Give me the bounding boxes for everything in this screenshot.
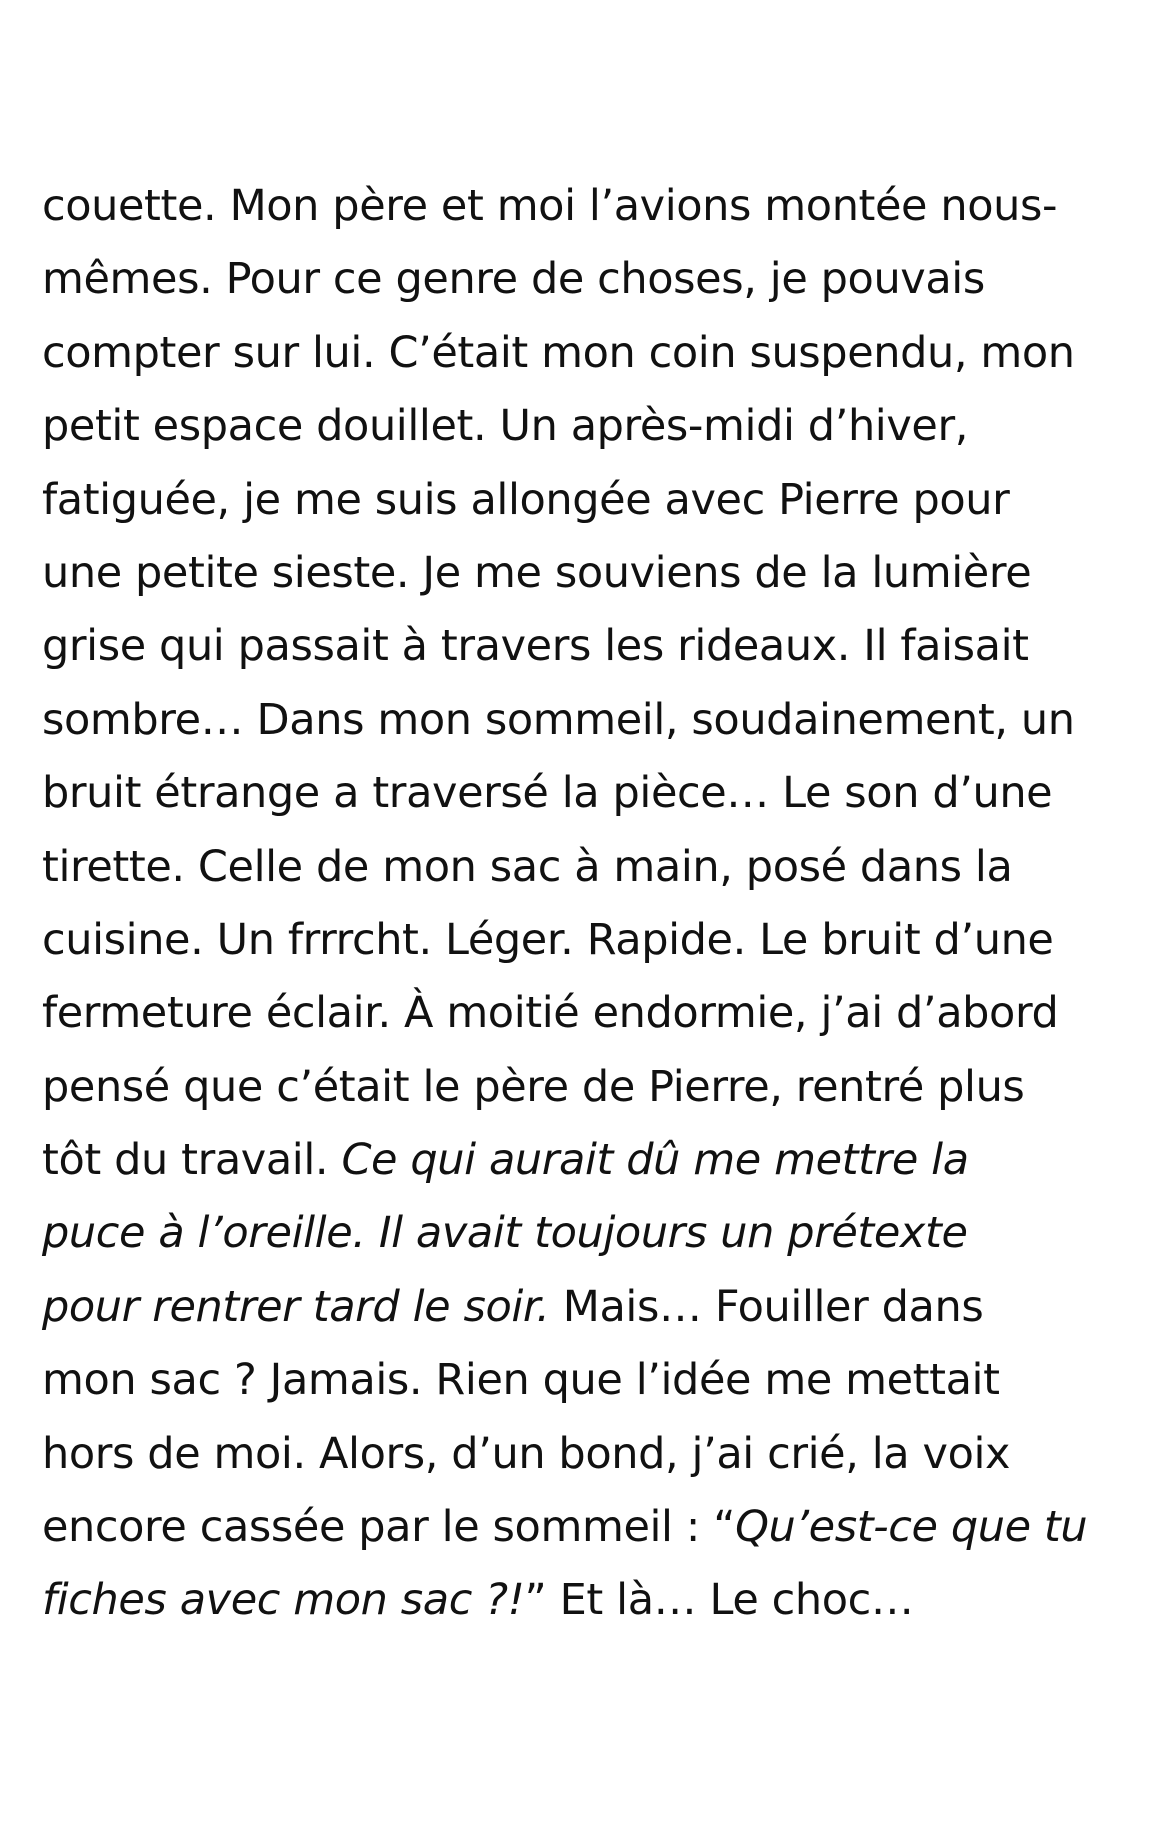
text-segment: sombre… Dans mon sommeil, soudainement, un bbox=[42, 694, 1075, 745]
italic-text-segment: fiches avec mon sac ?! bbox=[42, 1575, 525, 1626]
text-line bbox=[42, 831, 1132, 904]
text-line bbox=[42, 904, 1132, 977]
text-line bbox=[42, 464, 1132, 537]
text-segment: tirette. Celle de mon sac à main, posé dans la bbox=[42, 841, 1013, 892]
italic-text-segment: pour rentrer tard le soir. bbox=[42, 1281, 550, 1332]
text-segment: bruit étrange a traversé la pièce… Le son d’une bbox=[42, 768, 1053, 819]
text-segment: une petite sieste. Je me souviens de la lumière bbox=[42, 547, 1032, 598]
text-segment: mêmes. Pour ce genre de choses, je pouvais bbox=[42, 254, 985, 305]
text-line bbox=[42, 977, 1132, 1050]
text-segment: cuisine. Un frrrcht. Léger. Rapide. Le bruit d’une bbox=[42, 914, 1054, 965]
body-text bbox=[42, 170, 1132, 1638]
text-segment: mon sac ? Jamais. Rien que l’idée me mettait bbox=[42, 1355, 1000, 1406]
text-segment: fatiguée, je me suis allongée avec Pierre pour bbox=[42, 474, 1010, 525]
italic-text-segment: Qu’est-ce que tu bbox=[735, 1502, 1088, 1553]
text-segment: tôt du travail. bbox=[42, 1135, 342, 1186]
text-line bbox=[42, 684, 1132, 757]
italic-text-segment: puce à l’oreille. Il avait toujours un prétexte bbox=[42, 1208, 968, 1259]
text-segment: couette. Mon père et moi l’avions montée nous- bbox=[42, 181, 1058, 231]
text-line bbox=[42, 610, 1132, 683]
italic-text-segment: Ce qui aurait dû me mettre la bbox=[341, 1135, 969, 1186]
text-line bbox=[42, 390, 1132, 463]
text-line bbox=[42, 1564, 1132, 1637]
text-segment: pensé que c’était le père de Pierre, rentré plus bbox=[42, 1061, 1025, 1112]
text-line bbox=[42, 1491, 1132, 1564]
text-segment: encore cassée par le sommeil : “ bbox=[42, 1502, 736, 1553]
text-line bbox=[42, 537, 1132, 610]
text-segment: grise qui passait à travers les rideaux. Il faisait bbox=[42, 621, 1029, 672]
text-line bbox=[42, 1197, 1132, 1270]
text-segment: petit espace douillet. Un après-midi d’hiver, bbox=[42, 401, 969, 452]
text-line bbox=[42, 757, 1132, 830]
text-segment: compter sur lui. C’était mon coin suspendu, mon bbox=[42, 327, 1075, 378]
text-line bbox=[42, 317, 1132, 390]
text-line bbox=[42, 243, 1132, 316]
text-line bbox=[42, 1418, 1132, 1491]
text-line bbox=[42, 1124, 1132, 1197]
text-segment: hors de moi. Alors, d’un bond, j’ai crié, la voix bbox=[42, 1428, 1011, 1479]
text-line bbox=[42, 1344, 1132, 1417]
text-line bbox=[42, 1271, 1132, 1344]
text-line bbox=[42, 170, 1132, 243]
text-segment: ” Et là… Le choc… bbox=[524, 1575, 914, 1626]
text-line bbox=[42, 1051, 1132, 1124]
text-segment: fermeture éclair. À moitié endormie, j’ai d’abord bbox=[42, 988, 1059, 1039]
text-segment: Mais… Fouiller dans bbox=[549, 1281, 984, 1332]
